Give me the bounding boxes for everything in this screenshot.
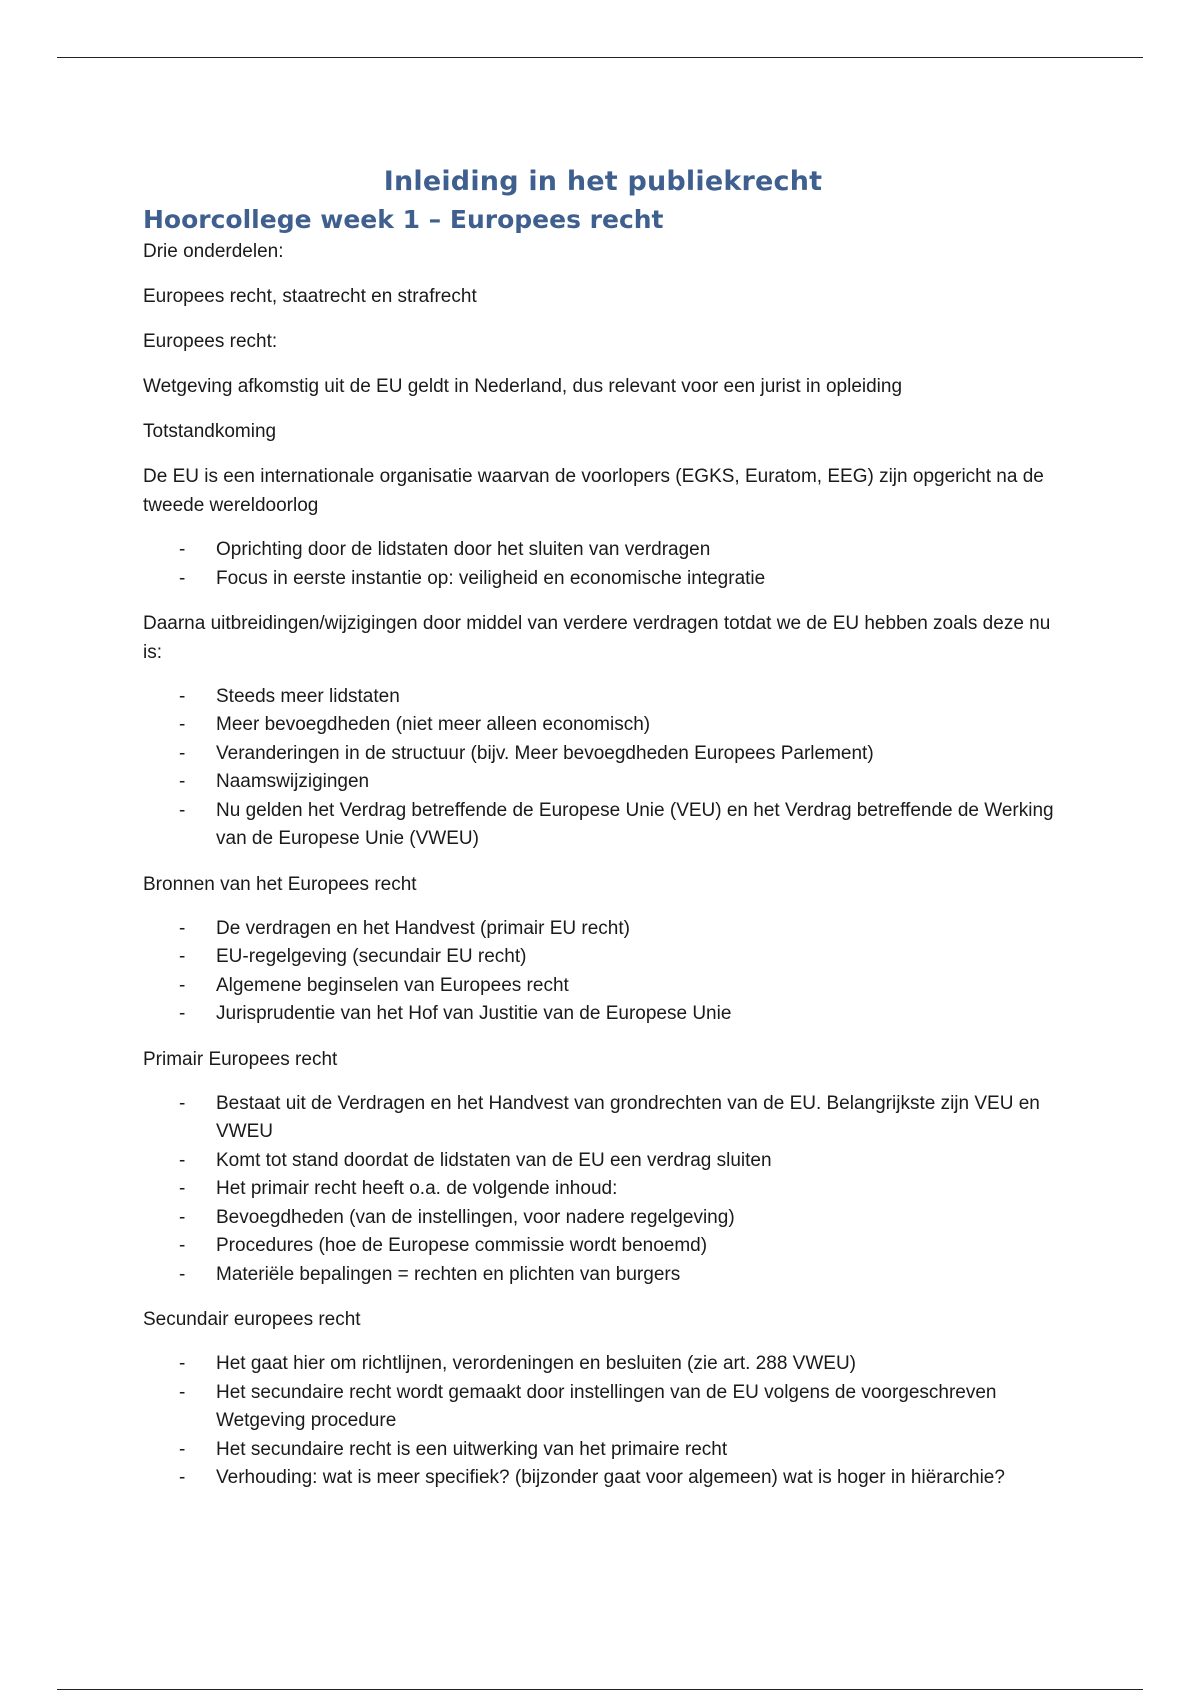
list-item bbox=[143, 536, 1063, 565]
list-item bbox=[143, 683, 1063, 712]
dash-bullet-icon: - bbox=[179, 742, 186, 764]
list-item bbox=[143, 768, 1063, 797]
list-item-text: Veranderingen in de structuur (bijv. Meer bevoegdheden Europees Parlement) bbox=[216, 742, 874, 764]
list-item bbox=[143, 972, 1063, 1001]
list-item-text: Steeds meer lidstaten bbox=[216, 685, 400, 707]
list-item bbox=[143, 711, 1063, 740]
dash-bullet-icon: - bbox=[179, 1235, 186, 1257]
dash-bullet-icon: - bbox=[179, 946, 186, 968]
bullet-list bbox=[143, 915, 1063, 1029]
list-item bbox=[143, 740, 1063, 769]
dash-bullet-icon: - bbox=[179, 1438, 186, 1460]
list-item-text: Jurisprudentie van het Hof van Justitie van de Europese Unie bbox=[216, 1003, 732, 1025]
list-item-text: Komt tot stand doordat de lidstaten van de EU een verdrag sluiten bbox=[216, 1149, 772, 1171]
list-item-text: Procedures (hoe de Europese commissie wordt benoemd) bbox=[216, 1235, 708, 1257]
list-item-text: De verdragen en het Handvest (primair EU recht) bbox=[216, 917, 630, 939]
document-title: Inleiding in het publiekrecht bbox=[383, 166, 823, 197]
list-item bbox=[143, 1350, 1063, 1379]
list-item bbox=[143, 1175, 1063, 1204]
paragraph: Daarna uitbreidingen/wijzigingen door middel van verdere verdragen totdat we de EU hebben zoals deze nu is: bbox=[143, 613, 1051, 663]
list-item bbox=[143, 1204, 1063, 1233]
list-item-text: Focus in eerste instantie op: veiligheid en economische integratie bbox=[216, 567, 766, 589]
dash-bullet-icon: - bbox=[179, 917, 186, 939]
list-item-text: Algemene beginselen van Europees recht bbox=[216, 974, 569, 996]
bullet-list bbox=[143, 536, 1063, 593]
paragraph: Drie onderdelen: bbox=[143, 241, 284, 262]
list-item bbox=[143, 797, 1063, 854]
dash-bullet-icon: - bbox=[179, 1381, 186, 1403]
list-item-text: Verhouding: wat is meer specifiek? (bijzonder gaat voor algemeen) wat is hoger in hiërarchie? bbox=[216, 1467, 1005, 1489]
dash-bullet-icon: - bbox=[179, 799, 186, 821]
lecture-heading: Hoorcollege week 1 – Europees recht bbox=[143, 205, 664, 234]
paragraph: Europees recht: bbox=[143, 331, 278, 353]
footer-rule bbox=[57, 1689, 1143, 1690]
paragraph: Bronnen van het Europees recht bbox=[143, 873, 417, 895]
list-item bbox=[143, 1232, 1063, 1261]
dash-bullet-icon: - bbox=[179, 974, 186, 996]
list-item-text: Het gaat hier om richtlijnen, verordeningen en besluiten (zie art. 288 VWEU) bbox=[216, 1353, 856, 1375]
list-item-text: Nu gelden het Verdrag betreffende de Europese Unie (VEU) en het Verdrag betreffende de Werking van de Europese Unie (VWEU) bbox=[216, 799, 1054, 850]
bullet-list bbox=[143, 683, 1063, 854]
paragraph: Totstandkoming bbox=[143, 421, 277, 443]
dash-bullet-icon: - bbox=[179, 539, 186, 561]
list-item-text: Bestaat uit de Verdragen en het Handvest van grondrechten van de EU. Belangrijkste zijn VEU en VWEU bbox=[216, 1092, 1040, 1143]
bullet-list bbox=[143, 1350, 1063, 1493]
dash-bullet-icon: - bbox=[179, 714, 186, 736]
document-blocks bbox=[143, 238, 1063, 1493]
list-item-text: Naamswijzigingen bbox=[216, 771, 370, 793]
list-item bbox=[143, 1000, 1063, 1029]
dash-bullet-icon: - bbox=[179, 1149, 186, 1171]
document-body bbox=[143, 160, 1063, 1510]
list-item bbox=[143, 565, 1063, 594]
bullet-list bbox=[143, 1090, 1063, 1290]
dash-bullet-icon: - bbox=[179, 1206, 186, 1228]
list-item bbox=[143, 1090, 1063, 1147]
list-item-text: EU-regelgeving (secundair EU recht) bbox=[216, 946, 527, 968]
list-item-text: Het secundaire recht is een uitwerking van het primaire recht bbox=[216, 1438, 728, 1460]
list-item bbox=[143, 1436, 1063, 1465]
header-rule bbox=[57, 57, 1143, 58]
dash-bullet-icon: - bbox=[179, 1178, 186, 1200]
dash-bullet-icon: - bbox=[179, 1467, 186, 1489]
list-item-text: Het secundaire recht wordt gemaakt door instellingen van de EU volgens de voorgeschreven Wetgeving procedure bbox=[216, 1381, 997, 1432]
list-item bbox=[143, 1379, 1063, 1436]
dash-bullet-icon: - bbox=[179, 1003, 186, 1025]
paragraph: Wetgeving afkomstig uit de EU geldt in Nederland, dus relevant voor een jurist in opleiding bbox=[143, 376, 903, 398]
list-item bbox=[143, 1147, 1063, 1176]
dash-bullet-icon: - bbox=[179, 1263, 186, 1285]
list-item-text: Oprichting door de lidstaten door het sluiten van verdragen bbox=[216, 539, 711, 561]
paragraph: Primair Europees recht bbox=[143, 1048, 338, 1070]
list-item bbox=[143, 1464, 1063, 1493]
paragraph: Secundair europees recht bbox=[143, 1309, 361, 1331]
list-item bbox=[143, 915, 1063, 944]
list-item bbox=[143, 943, 1063, 972]
paragraph: De EU is een internationale organisatie waarvan de voorlopers (EGKS, Euratom, EEG) zijn opgericht na de tweede wereldoorlog bbox=[143, 466, 1044, 516]
list-item-text: Meer bevoegdheden (niet meer alleen economisch) bbox=[216, 714, 651, 736]
list-item-text: Het primair recht heeft o.a. de volgende inhoud: bbox=[216, 1178, 618, 1200]
dash-bullet-icon: - bbox=[179, 771, 186, 793]
list-item-text: Materiële bepalingen = rechten en plichten van burgers bbox=[216, 1263, 681, 1285]
paragraph: Europees recht, staatrecht en strafrecht bbox=[143, 286, 477, 308]
dash-bullet-icon: - bbox=[179, 685, 186, 707]
dash-bullet-icon: - bbox=[179, 567, 186, 589]
dash-bullet-icon: - bbox=[179, 1092, 186, 1114]
dash-bullet-icon: - bbox=[179, 1353, 186, 1375]
list-item bbox=[143, 1261, 1063, 1290]
list-item-text: Bevoegdheden (van de instellingen, voor nadere regelgeving) bbox=[216, 1206, 735, 1228]
